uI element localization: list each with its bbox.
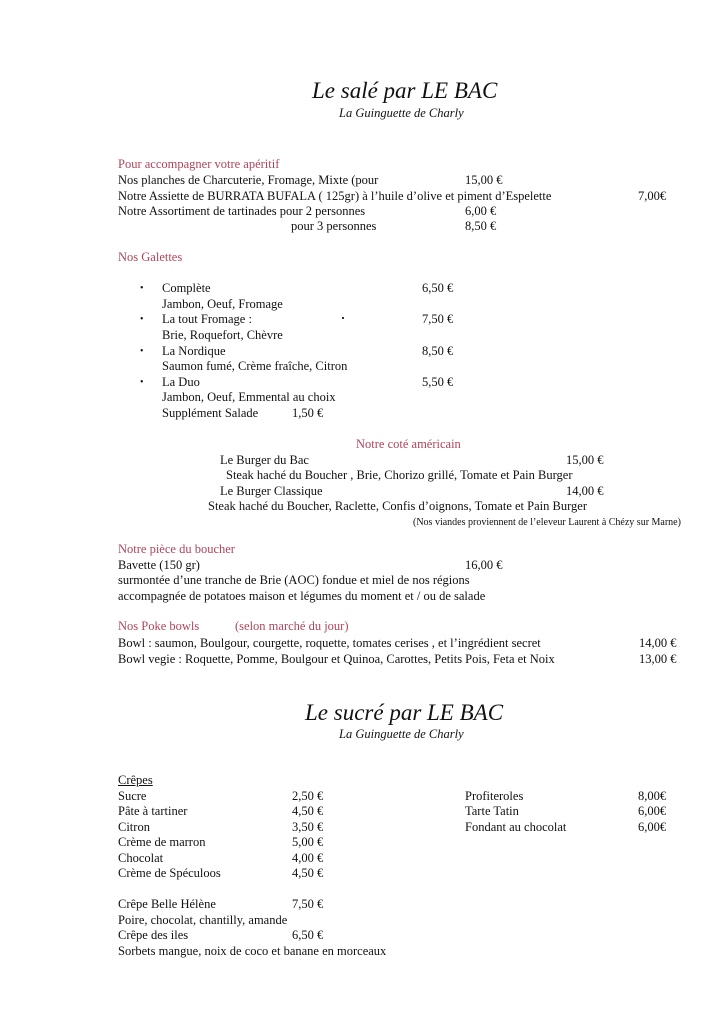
crepe-price: 3,50 € (292, 820, 324, 834)
poke-row-label: Bowl vegie : Roquette, Pomme, Boulgour et Quinoa, Carottes, Petits Pois, Feta et Noix (118, 652, 555, 666)
crepe-name: Crêpe Belle Hélène (118, 897, 216, 911)
bullet-icon: • (140, 314, 144, 325)
boucher-desc: surmontée d’une tranche de Brie (AOC) fondue et miel de nos régions (118, 573, 470, 587)
crepe-name: Crêpe des iles (118, 928, 189, 942)
aperitif-row-label: Notre Assortiment de tartinades pour 2 personnes (118, 204, 366, 218)
crepe-price: 4,50 € (292, 804, 324, 818)
aperitif-row-label: Notre Assiette de BURRATA BUFALA ( 125gr) à l’huile d’olive et piment d’Espelette (118, 189, 552, 203)
galette-name: La tout Fromage : (162, 312, 252, 326)
crepes-heading: Crêpes (118, 773, 153, 787)
burger-name: Le Burger Classique (220, 484, 323, 498)
poke-heading: Nos Poke bowls (118, 619, 200, 633)
aperitif-heading: Pour accompagner votre apéritif (118, 157, 280, 171)
galette-name: La Duo (162, 375, 200, 389)
burger-name: Le Burger du Bac (220, 453, 309, 467)
stray-mark (342, 317, 344, 319)
aperitif-row-price: 15,00 € (465, 173, 503, 187)
bullet-icon: • (140, 377, 144, 388)
poke-row-price: 13,00 € (639, 652, 677, 666)
galette-price: 7,50 € (422, 312, 454, 326)
sale-subtitle: La Guinguette de Charly (339, 106, 464, 120)
poke-row-price: 14,00 € (639, 636, 677, 650)
boucher-price: 16,00 € (465, 558, 503, 572)
sale-title: Le salé par LE BAC (312, 78, 498, 103)
galette-desc: Jambon, Oeuf, Emmental au choix (162, 390, 336, 404)
galette-price: 8,50 € (422, 344, 454, 358)
aperitif-row-label: pour 3 personnes (291, 219, 377, 233)
galettes-heading: Nos Galettes (118, 250, 183, 264)
supplement-price: 1,50 € (292, 406, 324, 420)
sucre-subtitle: La Guinguette de Charly (339, 727, 464, 741)
aperitif-row-price: 8,50 € (465, 219, 497, 233)
aperitif-row-price: 6,00 € (465, 204, 497, 218)
crepe-price: 7,50 € (292, 897, 324, 911)
burger-desc: Steak haché du Boucher, Raclette, Confis d’oignons, Tomate et Pain Burger (208, 499, 587, 513)
americain-heading: Notre coté américain (356, 437, 461, 451)
galette-desc: Saumon fumé, Crème fraîche, Citron (162, 359, 348, 373)
galette-desc: Brie, Roquefort, Chèvre (162, 328, 283, 342)
burger-price: 14,00 € (566, 484, 604, 498)
dessert-name: Fondant au chocolat (465, 820, 567, 834)
crepe-price: 6,50 € (292, 928, 324, 942)
crepe-name: Crème de Spéculoos (118, 866, 221, 880)
dessert-name: Profiteroles (465, 789, 524, 803)
bullet-icon: • (140, 346, 144, 357)
supplement-label: Supplément Salade (162, 406, 259, 420)
poke-row-label: Bowl : saumon, Boulgour, courgette, roquette, tomates cerises , et l’ingrédient secret (118, 636, 541, 650)
dessert-price: 6,00€ (638, 820, 667, 834)
crepe-desc: Sorbets mangue, noix de coco et banane en morceaux (118, 944, 387, 958)
bullet-icon: • (140, 283, 144, 294)
burger-desc: Steak haché du Boucher , Brie, Chorizo grillé, Tomate et Pain Burger (226, 468, 573, 482)
crepe-name: Chocolat (118, 851, 164, 865)
crepe-name: Sucre (118, 789, 147, 803)
crepe-name: Pâte à tartiner (118, 804, 188, 818)
crepe-name: Citron (118, 820, 150, 834)
meat-origin-note: (Nos viandes proviennent de l’eleveur Laurent à Chézy sur Marne) (413, 517, 681, 528)
crepe-price: 4,50 € (292, 866, 324, 880)
galette-name: La Nordique (162, 344, 226, 358)
sucre-title: Le sucré par LE BAC (305, 700, 504, 725)
galette-name: Complète (162, 281, 211, 295)
boucher-desc: accompagnée de potatoes maison et légumes du moment et / ou de salade (118, 589, 486, 603)
galette-price: 6,50 € (422, 281, 454, 295)
dessert-price: 8,00€ (638, 789, 667, 803)
poke-heading-note: (selon marché du jour) (235, 619, 349, 633)
crepe-price: 2,50 € (292, 789, 324, 803)
dessert-name: Tarte Tatin (465, 804, 519, 818)
galette-price: 5,50 € (422, 375, 454, 389)
aperitif-row-price: 7,00€ (638, 189, 667, 203)
boucher-heading: Notre pièce du boucher (118, 542, 235, 556)
crepe-price: 4,00 € (292, 851, 324, 865)
dessert-price: 6,00€ (638, 804, 667, 818)
crepe-price: 5,00 € (292, 835, 324, 849)
burger-price: 15,00 € (566, 453, 604, 467)
galette-desc: Jambon, Oeuf, Fromage (162, 297, 283, 311)
boucher-name: Bavette (150 gr) (118, 558, 200, 572)
crepe-name: Crème de marron (118, 835, 206, 849)
aperitif-row-label: Nos planches de Charcuterie, Fromage, Mixte (pour (118, 173, 379, 187)
crepe-desc: Poire, chocolat, chantilly, amande (118, 913, 288, 927)
